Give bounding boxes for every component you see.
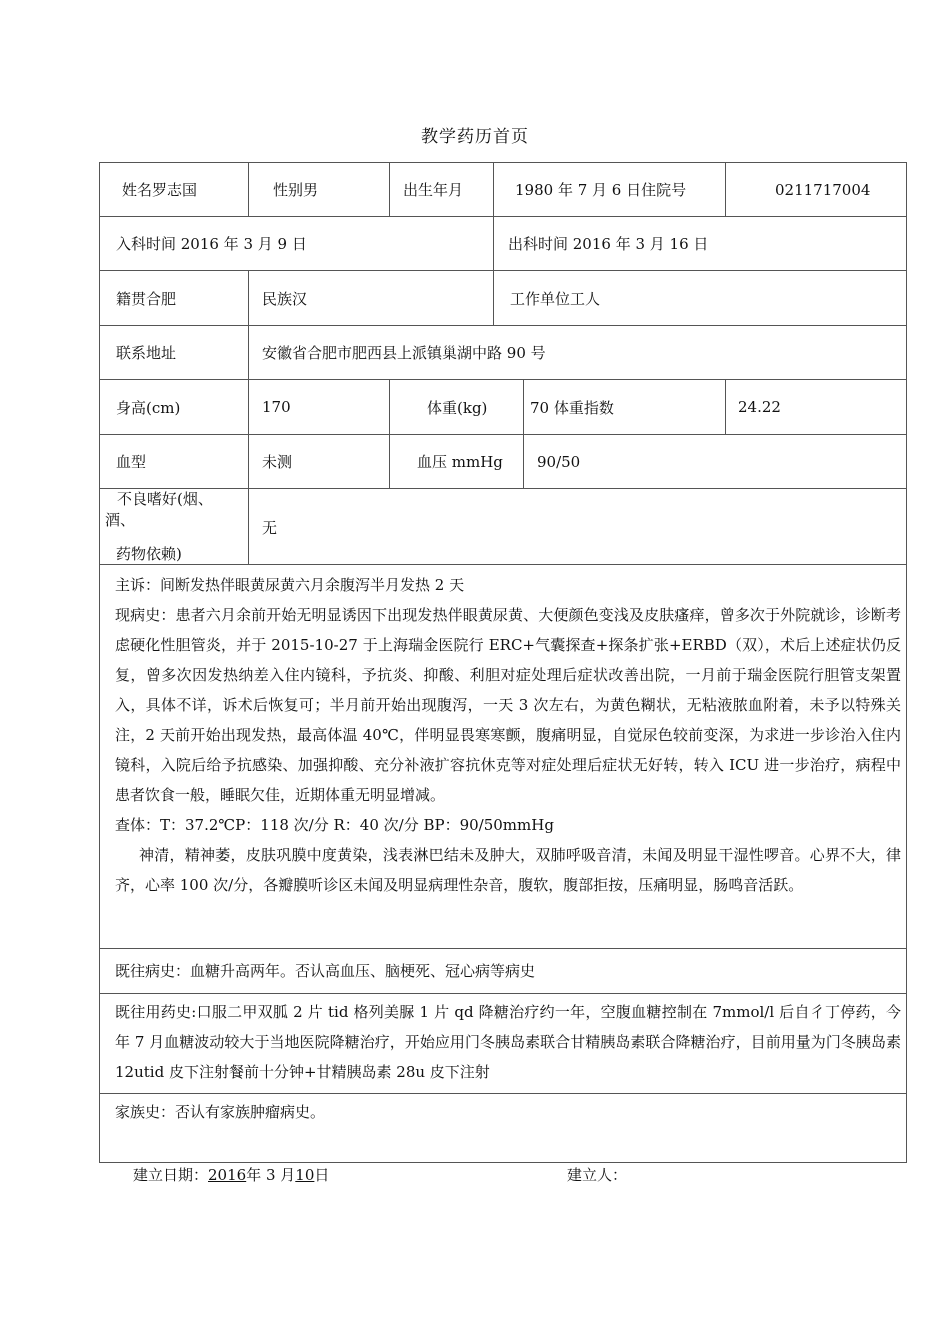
birth-date-cell: 1980 年 7 月 6 日住院号 [515,181,687,199]
past-medication: 既往用药史:口服二甲双胍 2 片 tid 格列美脲 1 片 qd 降糖治疗约一年，空腹血糖控制在 7mmol/l 后自彳丁停药，今年 7 月血糖波动较大于当地医院降糖治疗，开始应用门冬胰岛素联合甘精胰岛素联合降糖治疗，目前用量为门冬胰岛素 12utid 皮下注射餐前十分钟+甘精胰岛素 28u 皮下注射 [115,1003,901,1081]
discharge-date-cell: 出科时间 2016 年 3 月 16 日 [508,235,709,253]
row-divider [99,993,907,994]
row-divider [99,216,907,217]
created-date [133,1164,329,1185]
exam-vitals: 查体：T：37.2℃P：118 次/分 R：40 次/分 BP：90/50mmHg [115,816,554,834]
row-divider [99,488,907,489]
bmi-value-cell: 24.22 [738,398,781,416]
col-divider [523,434,524,488]
col-divider [248,270,249,564]
hospital-number-cell: 0211717004 [775,181,871,199]
height-label-cell: 身高(cm) [116,399,181,417]
workplace-cell: 工作单位工人 [510,290,601,308]
col-divider [389,162,390,216]
exam-detail: 神清，精神萎，皮肤巩膜中度黄染，浅表淋巴结未及肿大，双肺呼吸音清，未闻及明显干湿性啰音。心界不大，律齐，心率 100 次/分，各瓣膜听诊区未闻及明显病理性杂音，腹软，腹部拒按，压痛明显，肠鸣音活跃。 [115,846,901,894]
chief-complaint: 主诉：间断发热伴眼黄尿黄六月余腹泻半月发热 2 天 [115,576,465,594]
ethnicity-cell: 民族汉 [262,290,308,308]
weight-label-cell: 体重(kg) [427,399,488,417]
created-label: 建立日期： [133,1166,209,1184]
birth-label-cell: 出生年月 [403,181,464,199]
created-year: 2016 [208,1166,247,1184]
col-divider [389,379,390,488]
created-month: 年 3 月 [246,1166,296,1184]
address-cell: 安徽省合肥市肥西县上派镇巢湖中路 90 号 [262,344,546,362]
created-day-suffix: 日 [314,1166,330,1184]
present-illness: 现病史：患者六月余前开始无明显诱因下出现发热伴眼黄尿黄、大便颜色变浅及皮肤瘙痒，曾多次于外院就诊，诊断考虑硬化性胆管炎，并于 2015-10-27 于上海瑞金医院行 ERC+气囊探查+探条扩张+ERBD（双），术后上述症状仍反复，曾多次因发热纳差入住内镜科，予抗炎、抑酸、利胆对症处理后症状改善出院，一月前于瑞金医院行胆管支架置入，具体不详，诉术后恢复可；半月前开始出现腹泻，一天 3 次左右，为黄色糊状，无粘液脓血附着，未予以特殊关注，2 天前开始出现发热，最高体温 40℃，伴明显畏寒寒颤，腹痛明显，自觉尿色较前变深，为求进一步诊治入住内镜科，入院后给予抗感染、加强抑酸、充分补液扩容抗休克等对症处理后症状无好转，转入 ICU 进一步治疗，病程中患者饮食一般，睡眠欠佳，近期体重无明显增减。 [115,606,901,804]
blood-type-cell: 未测 [262,453,293,471]
family-history: 家族史：否认有家族肿瘤病史。 [115,1103,326,1121]
col-divider [523,379,524,434]
row-divider [99,434,907,435]
col-divider [725,162,726,216]
col-divider [493,216,494,325]
row-divider [99,379,907,380]
blood-pressure-label-cell: 血压 mmHg [417,453,503,471]
created-day: 10 [295,1166,315,1184]
blood-type-label-cell: 血型 [116,453,147,471]
row-divider [99,270,907,271]
height-value-cell: 170 [262,398,291,416]
history-cell [100,565,906,948]
col-divider [248,162,249,216]
creator: 建立人： [567,1166,628,1184]
habits-label-line2: 酒、 [105,511,136,529]
page-title: 教学药历首页 [421,127,529,147]
name-cell: 姓名罗志国 [122,181,198,199]
row-divider [99,325,907,326]
col-divider [725,379,726,434]
blood-pressure-cell: 90/50 [537,453,581,471]
admit-date-cell: 入科时间 2016 年 3 月 9 日 [116,235,307,253]
gender-cell: 性别男 [273,181,319,199]
row-divider [99,1093,907,1094]
habits-value-cell: 无 [262,519,278,537]
native-place-cell: 籍贯合肥 [116,290,177,308]
past-history: 既往病史：血糖升高两年。否认高血压、脑梗死、冠心病等病史 [115,962,536,980]
weight-bmi-cell: 70 体重指数 [530,399,614,417]
habits-label-line3: 药物依赖) [116,545,182,563]
address-label-cell: 联系地址 [116,344,177,362]
row-divider [99,948,907,949]
habits-label-line1: 不良嗜好(烟、 [117,490,213,508]
col-divider [493,162,494,216]
